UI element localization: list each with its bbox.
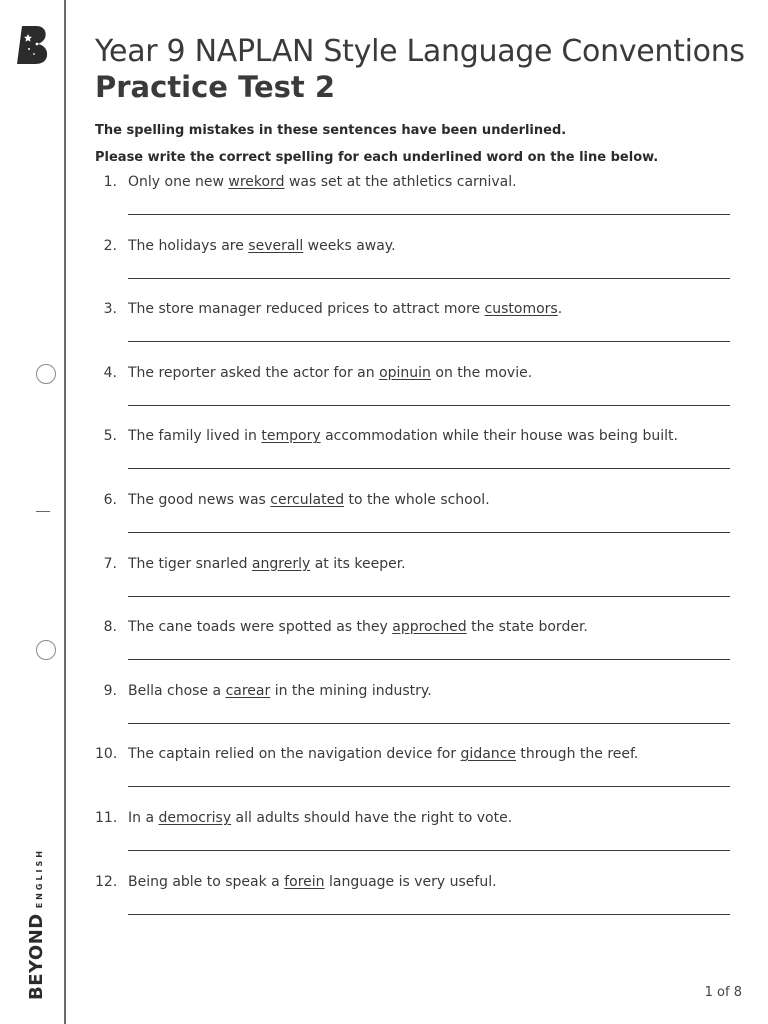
question-item [95, 874, 735, 930]
question-text-before: The family lived in [128, 428, 262, 445]
question-text-before: Only one new [128, 174, 229, 190]
misspelled-word: carear [225, 682, 271, 699]
question-number: 1. [103, 174, 117, 190]
question-number: 3. [103, 301, 117, 318]
misspelled-word: wrekord [228, 174, 285, 190]
instruction-1: The spelling mistakes in these sentences have been underlined. [95, 123, 567, 138]
question-text-after: in the mining industry. [270, 682, 432, 699]
question-text [128, 238, 396, 254]
misspelled-word: cerculated [270, 492, 345, 508]
question-text-before: The good news was [128, 492, 271, 508]
answer-line[interactable] [128, 214, 730, 215]
question-number: 6. [103, 492, 117, 508]
question-item [95, 238, 735, 294]
answer-line[interactable] [128, 341, 730, 342]
question-item [95, 365, 735, 421]
question-text-before: The tiger snarled [128, 555, 252, 572]
question-text [128, 492, 490, 508]
question-text-before: Bella chose a [128, 682, 226, 699]
answer-line[interactable] [128, 596, 730, 597]
fold-mark [36, 511, 50, 512]
page-number: 1 of 8 [704, 985, 742, 1000]
answer-line[interactable] [128, 405, 730, 406]
question-text-after: to the whole school. [344, 492, 490, 508]
question-text-after: at its keeper. [310, 555, 406, 572]
question-text-after: the state border. [466, 619, 588, 636]
question-text [128, 746, 638, 762]
question-number: 2. [103, 237, 117, 254]
answer-line[interactable] [128, 786, 730, 787]
question-item [95, 619, 735, 675]
question-text-before: The captain relied on the navigation device for [128, 746, 461, 763]
answer-line[interactable] [128, 278, 730, 279]
question-text [128, 683, 432, 699]
brand-wordmark [26, 848, 47, 1000]
question-text-before: Being able to speak a [128, 873, 285, 890]
question-item [95, 556, 735, 612]
question-text-after: through the reef. [515, 746, 639, 763]
question-text-after: weeks away. [303, 237, 396, 254]
question-text-before: The reporter asked the actor for an [128, 364, 380, 381]
misspelled-word: democrisy [158, 810, 232, 826]
misspelled-word: angrerly [251, 555, 311, 572]
answer-line[interactable] [128, 914, 730, 915]
question-text-after: all adults should have the right to vote. [231, 810, 513, 826]
question-text [128, 174, 517, 190]
question-number: 10. [95, 746, 118, 763]
question-number: 9. [103, 682, 117, 699]
question-text [128, 301, 562, 317]
question-text-before: In a [128, 810, 159, 826]
answer-line[interactable] [128, 468, 730, 469]
misspelled-word: tempory [261, 428, 321, 445]
question-text-after: accommodation while their house was being built. [320, 428, 678, 445]
misspelled-word: gidance [460, 746, 516, 763]
misspelled-word: opinuin [379, 364, 431, 381]
question-item [95, 428, 735, 484]
question-text-before: The holidays are [128, 237, 249, 254]
question-item [95, 174, 735, 230]
question-number: 7. [103, 555, 117, 572]
question-number: 4. [103, 364, 117, 381]
question-item [95, 810, 735, 866]
binder-hole-bottom [36, 640, 56, 660]
answer-line[interactable] [128, 532, 730, 533]
margin-line [64, 0, 66, 1024]
question-item [95, 492, 735, 548]
question-text [128, 619, 588, 635]
question-text-after: . [557, 301, 563, 318]
question-text [128, 556, 406, 572]
question-text-after: on the movie. [430, 364, 533, 381]
brand-name: BEYOND [26, 913, 47, 1000]
question-text [128, 365, 532, 381]
question-text-before: The store manager reduced prices to attract more [128, 301, 485, 318]
misspelled-word: customors [484, 301, 558, 318]
question-text-after: was set at the athletics carnival. [284, 174, 517, 190]
question-item [95, 301, 735, 357]
question-number: 11. [95, 810, 118, 826]
question-item [95, 746, 735, 802]
question-number: 12. [95, 873, 118, 890]
binder-hole-top [36, 364, 56, 384]
page-subtitle: Practice Test 2 [95, 70, 336, 104]
question-item [95, 683, 735, 739]
question-text [128, 428, 678, 444]
answer-line[interactable] [128, 723, 730, 724]
page-title: Year 9 NAPLAN Style Language Conventions [95, 34, 745, 69]
brand-sub: ENGLISH [35, 848, 44, 909]
instruction-2: Please write the correct spelling for each underlined word on the line below. [95, 150, 659, 165]
misspelled-word: severall [248, 237, 304, 254]
beyond-logo-icon [16, 24, 50, 66]
misspelled-word: approched [392, 619, 467, 636]
question-text-before: The cane toads were spotted as they [128, 619, 393, 636]
question-text [128, 874, 497, 890]
misspelled-word: forein [284, 873, 325, 890]
question-text-after: language is very useful. [324, 873, 497, 890]
question-text [128, 810, 512, 826]
answer-line[interactable] [128, 850, 730, 851]
question-number: 8. [103, 619, 117, 636]
question-number: 5. [103, 428, 117, 445]
answer-line[interactable] [128, 659, 730, 660]
